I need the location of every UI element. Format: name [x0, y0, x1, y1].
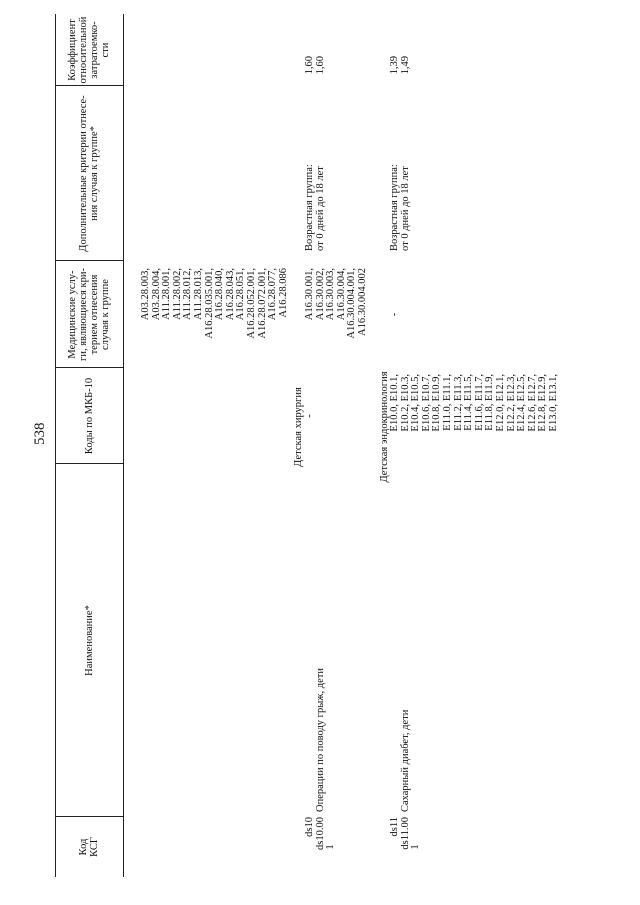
header-coef-line: относительной [78, 16, 89, 84]
header-services-line: ги, являющиеся кри- [78, 268, 89, 361]
profile-code: ds11 [389, 817, 400, 837]
service-code: A16.30.004.001, [346, 268, 358, 339]
criteria-line: Возрастная группа: [304, 164, 315, 251]
service-code: A03.28.004, [150, 268, 162, 321]
header-bottom-border [123, 14, 124, 877]
mkb-code: E10.4, E10.5, [410, 374, 422, 432]
criteria-cell-ds11 [390, 164, 411, 251]
mkb-code: E10.0, E10.1, [389, 374, 400, 432]
criteria-cell-ds10 [305, 164, 326, 251]
mkb-code: E12.0, E12.1, [494, 374, 506, 432]
mkb-code: E11.2, E11.3, [452, 374, 464, 431]
coef-value: 1,49 [399, 56, 411, 75]
services-cell-ds10 [305, 268, 369, 368]
ksg-code: ds11.00 [399, 817, 411, 850]
service-code: A16.30.001, [304, 268, 315, 321]
header-coef-line: сти [100, 42, 111, 58]
header-criteria [55, 86, 123, 261]
criteria-line: от 0 дней до 18 лет [399, 166, 411, 251]
service-code: A16.30.004.002 [356, 268, 368, 336]
services-cell-ds11: - [389, 312, 400, 317]
page-number: 538 [32, 422, 48, 445]
prev-row-services [141, 268, 289, 368]
ksg-code: ds10.00 [314, 817, 326, 850]
mkb-code: E10.6, E10.7, [420, 374, 432, 432]
service-code: A16.30.003, [325, 268, 337, 321]
mkb-code: E11.4, E11.5, [463, 374, 475, 431]
service-code: A16.28.051, [235, 268, 247, 321]
header-mkb: Коды по МКБ-10 [83, 377, 95, 455]
header-name: Наименование* [83, 605, 95, 676]
service-code: A16.30.004, [335, 268, 347, 321]
service-code: A11.28.012, [182, 268, 194, 320]
mkb-cell-ds10: - [304, 414, 315, 418]
service-code: A16.28.086 [277, 268, 289, 318]
mkb-code: E12.4, E12.5, [516, 374, 528, 432]
code-cell-ds10 [305, 817, 337, 877]
header-services-line: случая к группе [100, 279, 111, 350]
code-cell-ds11 [390, 817, 422, 877]
service-code: A16.28.072.001, [256, 268, 268, 339]
mkb-code: E12.2, E12.3, [505, 374, 517, 432]
header-coef-line: Коэффициент [67, 19, 78, 81]
header-criteria-line: ния случая к группе* [89, 126, 100, 221]
service-code: A03.28.003, [140, 268, 151, 321]
coef-value: 1,39 [389, 56, 400, 75]
header-code [55, 817, 123, 877]
header-criteria-line: Дополнительные критерии отнесе- [78, 95, 89, 252]
mkb-code: E10.8, E10.9, [431, 374, 443, 432]
ksg-table [55, 14, 615, 877]
service-code: A16.28.052.001, [245, 268, 257, 339]
coef-value: 1,60 [304, 56, 315, 75]
criteria-line: Возрастная группа: [389, 164, 400, 251]
service-code: A16.30.002, [314, 268, 326, 321]
section-heading-surgery: Детская хирургия [293, 387, 304, 467]
service-code: A11.28.013, [192, 268, 204, 320]
header-coef [55, 14, 123, 86]
section-heading-endocrinology: Детская эндокринология [379, 371, 390, 483]
criteria-line: от 0 дней до 18 лет [314, 166, 326, 251]
mkb-code: E11.0, E11.1, [441, 374, 453, 431]
mkb-code: E10.2, E10.3, [399, 374, 411, 432]
coef-cell-ds10 [305, 56, 326, 86]
coef-cell-ds11 [390, 56, 411, 86]
mkb-code: E11.6, E11.7, [473, 374, 485, 431]
profile-code: ds10 [304, 817, 315, 837]
mkb-code: E12.6, E12.7, [526, 374, 538, 432]
name-cell-ds11: Сахарный диабет, дети [400, 709, 411, 812]
header-services [55, 261, 123, 368]
service-code: A16.28.040, [214, 268, 226, 321]
mkb-cell-ds11 [390, 374, 560, 464]
ksg-code-sub: 1 [325, 844, 337, 850]
service-code: A11.28.002, [171, 268, 183, 320]
mkb-code: E12.8, E12.9, [537, 374, 549, 432]
service-code: A16.28.035.001, [203, 268, 215, 339]
header-code-line: Код [78, 838, 89, 856]
service-code: A16.28.043, [224, 268, 236, 321]
header-services-line: терием отнесения [89, 274, 100, 355]
service-code: A16.28.077, [267, 268, 279, 321]
ksg-code-sub: 1 [410, 844, 422, 850]
coef-value: 1,60 [314, 56, 326, 75]
mkb-code: E13.0, E13.1, [547, 374, 559, 432]
header-services-line: Медицинские услу- [67, 270, 78, 359]
service-code: A11.28.001, [161, 268, 173, 320]
mkb-code: E11.8, E11.9, [484, 374, 496, 431]
header-code-line: КСГ [89, 837, 100, 857]
header-coef-line: затратоемко- [89, 21, 100, 79]
name-cell-ds10: Операции по поводу грыж, дети [315, 668, 326, 812]
